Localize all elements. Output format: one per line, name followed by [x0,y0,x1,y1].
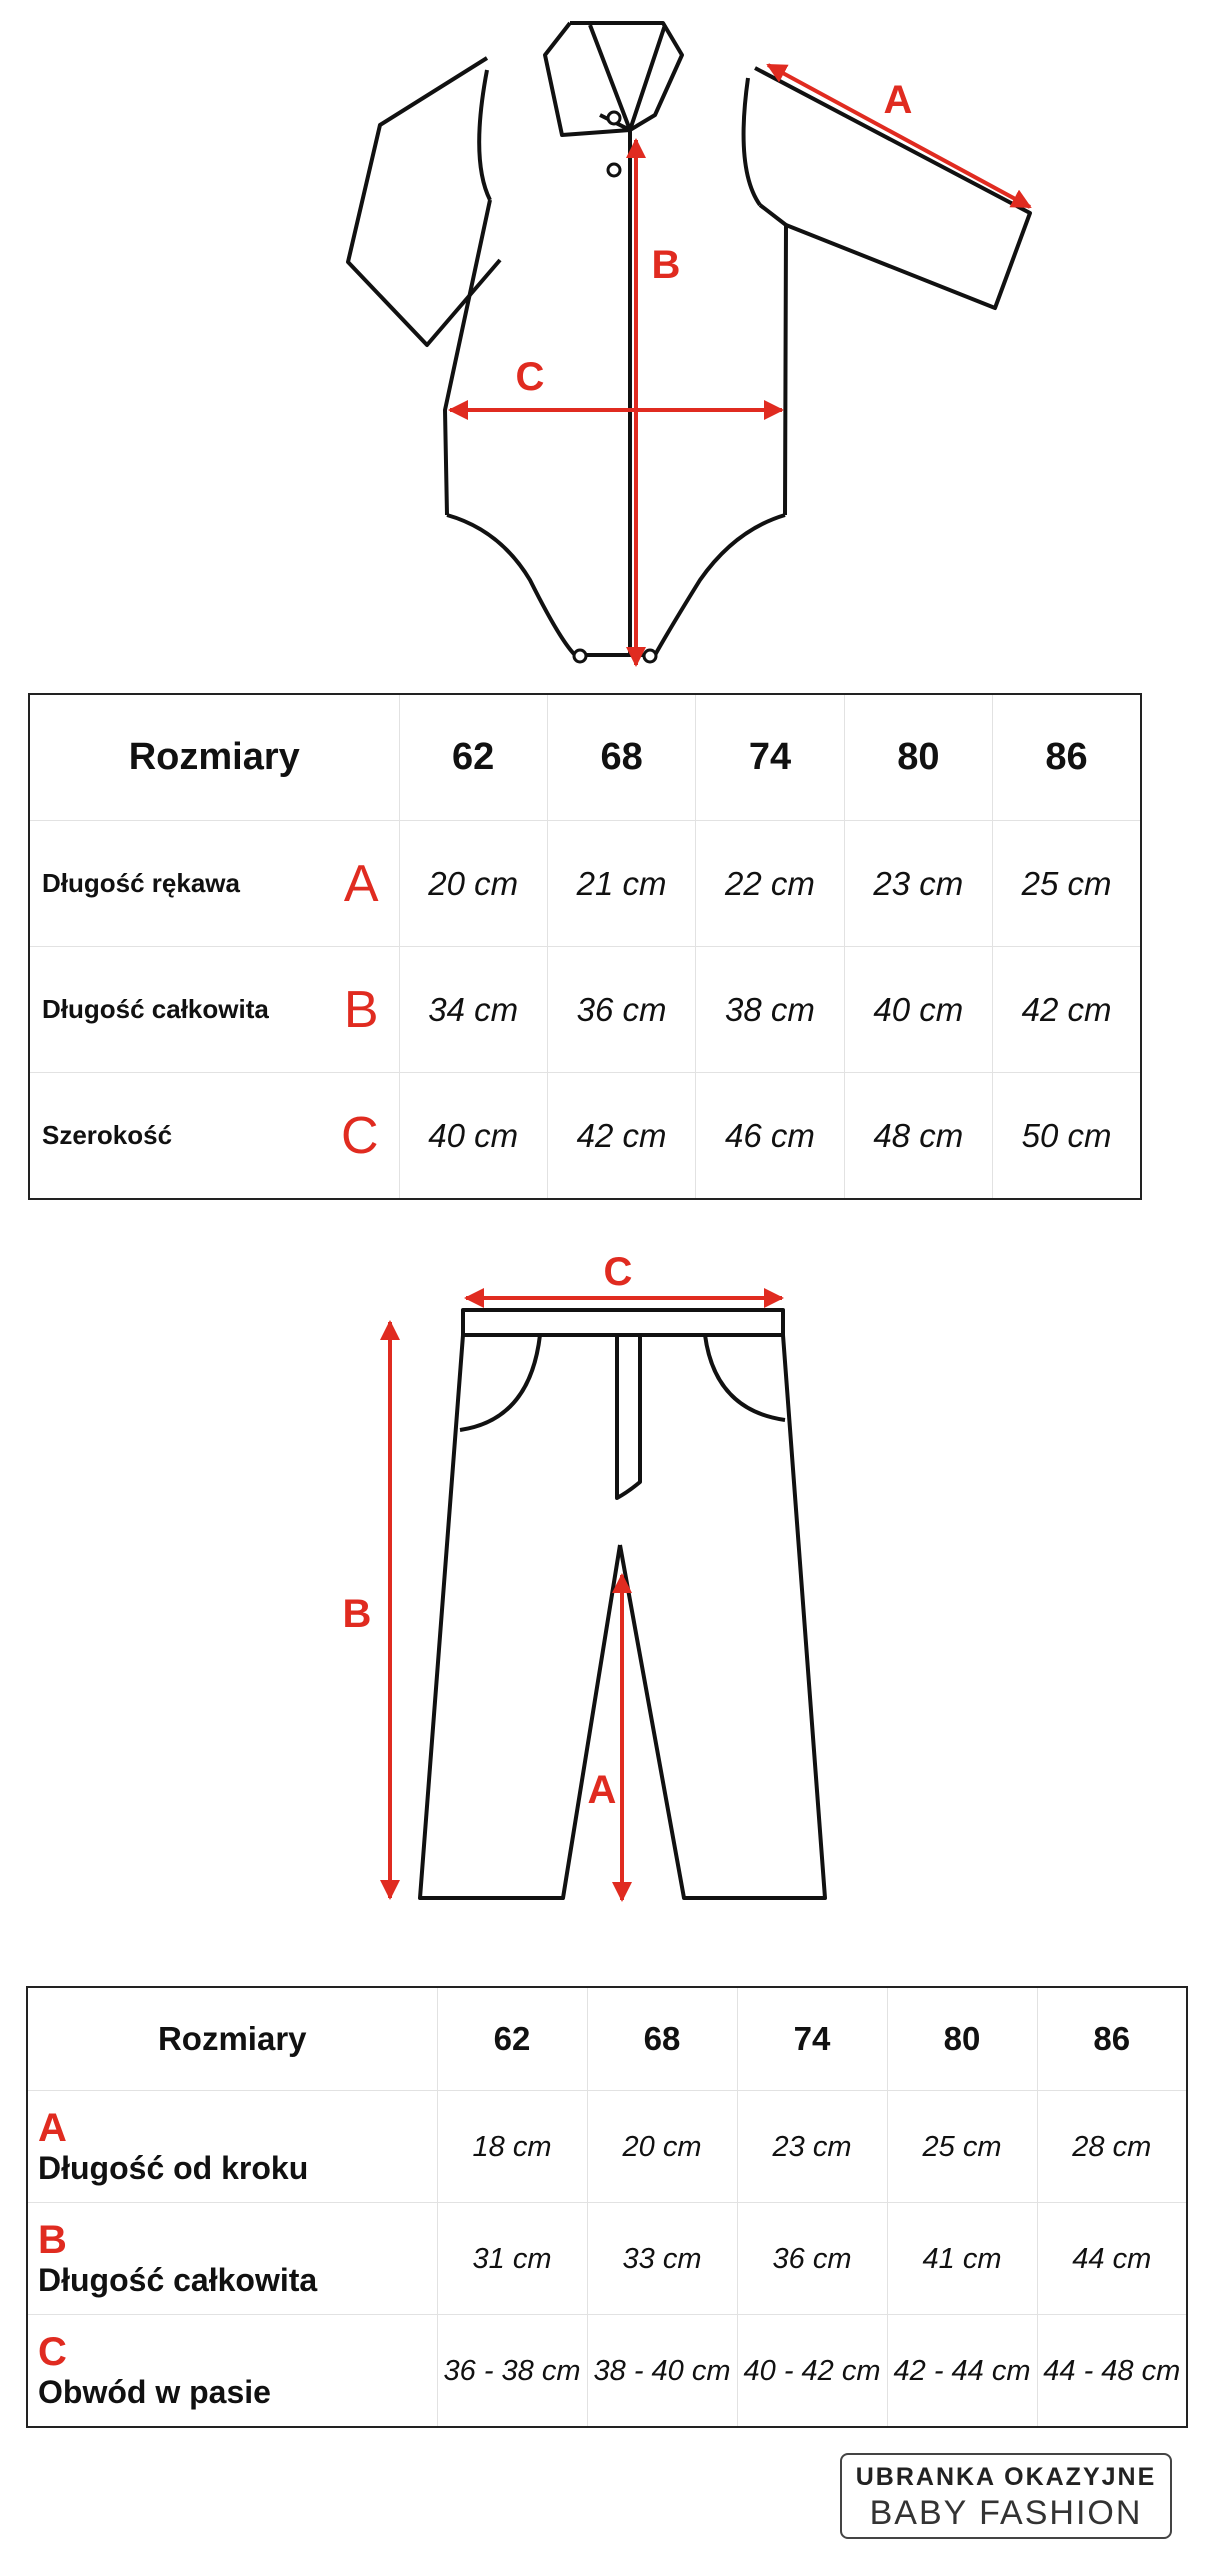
trousers-diagram [0,1230,1206,1930]
size-68: 68 [587,1987,737,2091]
value-cell: 38 cm [696,947,844,1073]
value-cell: 36 cm [547,947,695,1073]
table-header-row [27,1987,1187,2091]
row-name: Długość całkowita [38,2261,318,2298]
row-name: Obwód w pasie [38,2373,271,2410]
row-letter: C [38,2329,67,2374]
value-cell: 23 cm [844,821,992,947]
row-label [27,2315,437,2428]
size-62: 62 [437,1987,587,2091]
brand-logo [840,2453,1172,2539]
size-80: 80 [844,694,992,821]
header-label: Rozmiary [27,1987,437,2091]
size-80: 80 [887,1987,1037,2091]
value-cell: 48 cm [844,1073,992,1200]
value-cell: 41 cm [887,2203,1037,2315]
table-row [27,2203,1187,2315]
table-row [29,1073,1141,1200]
row-label [27,2203,437,2315]
value-cell: 25 cm [887,2091,1037,2203]
bodysuit-diagram [0,0,1206,690]
row-letter: B [38,2217,67,2262]
value-cell: 20 cm [587,2091,737,2203]
value-cell: 42 - 44 cm [887,2315,1037,2428]
value-cell: 36 - 38 cm [437,2315,587,2428]
row-letter: C [340,1106,379,1165]
value-cell: 36 cm [737,2203,887,2315]
table-row [27,2091,1187,2203]
row-letter: B [343,980,379,1039]
row-name: Szerokość [42,1120,173,1150]
row-name: Długość całkowita [42,994,269,1024]
size-86: 86 [1037,1987,1187,2091]
row-letter: A [38,2105,67,2150]
table-row [27,2315,1187,2428]
size-68: 68 [547,694,695,821]
value-cell: 33 cm [587,2203,737,2315]
value-cell: 38 - 40 cm [587,2315,737,2428]
value-cell: 44 - 48 cm [1037,2315,1187,2428]
table-row [29,821,1141,947]
trousers-label-a: A [587,1768,617,1812]
value-cell: 42 cm [547,1073,695,1200]
value-cell: 31 cm [437,2203,587,2315]
row-label [29,1073,399,1200]
value-cell: 42 cm [993,947,1141,1073]
row-label [29,821,399,947]
value-cell: 46 cm [696,1073,844,1200]
table-header-row [29,694,1141,821]
value-cell: 44 cm [1037,2203,1187,2315]
trousers-label-b: B [342,1592,372,1636]
value-cell: 22 cm [696,821,844,947]
table-row [29,947,1141,1073]
row-label [27,2091,437,2203]
bodysuit-outline [348,23,1030,655]
row-name: Długość rękawa [42,868,240,898]
value-cell: 34 cm [399,947,547,1073]
trousers-size-table [26,1986,1188,2428]
value-cell: 23 cm [737,2091,887,2203]
bodysuit-label-b: B [651,243,681,287]
value-cell: 18 cm [437,2091,587,2203]
bodysuit-size-table [28,693,1142,1200]
header-label: Rozmiary [29,694,399,821]
bodysuit-label-c: C [515,355,545,399]
value-cell: 21 cm [547,821,695,947]
size-74: 74 [737,1987,887,2091]
size-74: 74 [696,694,844,821]
row-name: Długość od kroku [38,2149,309,2186]
value-cell: 20 cm [399,821,547,947]
bodysuit-label-a: A [883,78,913,122]
logo-line-2: BABY FASHION [869,2494,1143,2532]
value-cell: 40 cm [399,1073,547,1200]
row-letter: A [343,854,379,913]
bodysuit-buttons [574,112,656,662]
value-cell: 28 cm [1037,2091,1187,2203]
size-86: 86 [993,694,1141,821]
size-62: 62 [399,694,547,821]
value-cell: 40 cm [844,947,992,1073]
value-cell: 50 cm [993,1073,1141,1200]
value-cell: 25 cm [993,821,1141,947]
logo-line-1: UBRANKA OKAZYJNE [855,2463,1157,2491]
value-cell: 40 - 42 cm [737,2315,887,2428]
row-label [29,947,399,1073]
trousers-label-c: C [603,1250,633,1294]
